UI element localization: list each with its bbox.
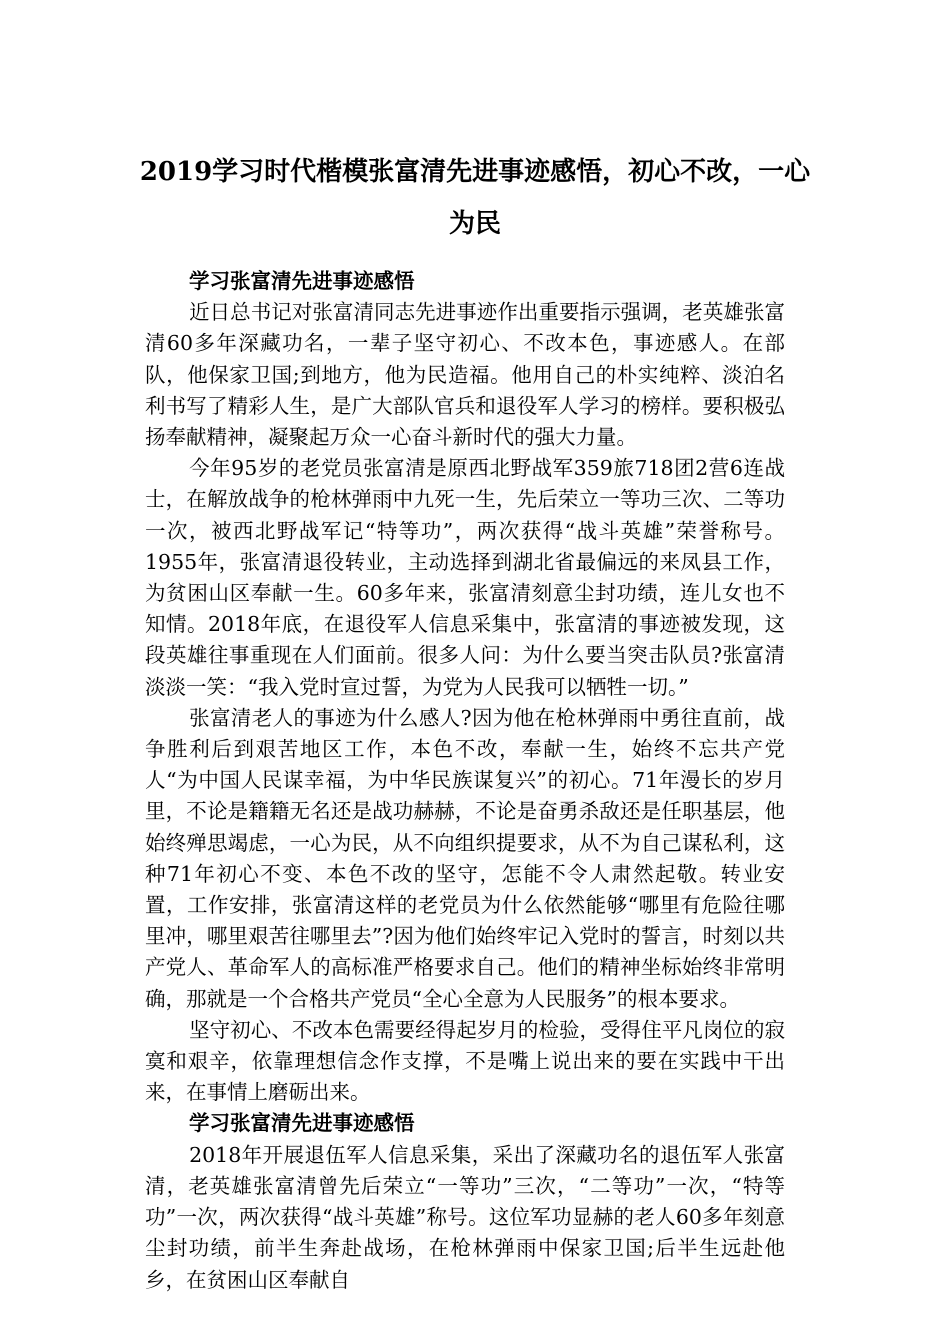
section-heading: 学习张富清先进事迹感悟 [189,269,415,293]
paragraph: 坚守初心、不改本色需要经得起岁月的检验，受得住平凡岗位的寂寞和艰辛，依靠理想信念作支撑，不是嘴上说出来的要在实践中干出来，在事情上磨砺出来。 [145,1017,785,1105]
paragraph: 今年95岁的老党员张富清是原西北野战军359旅718团2营6连战士，在解放战争的枪林弹雨中九死一生，先后荣立一等功三次、二等功一次，被西北野战军记“特等功”，两次获得“战斗英雄”荣誉称号。1955年，张富清退役转业，主动选择到湖北省最偏远的来凤县工作，为贫困山区奉献一生。60多年来，张富清刻意尘封功绩，连儿女也不知情。2018年底，在退役军人信息采集中，张富清的事迹被发现，这段英雄往事重现在人们面前。很多人问：为什么要当突击队员?张富清淡淡一笑：“我入党时宣过誓，为党为人民我可以牺牲一切。” [145,456,785,699]
section-heading: 学习张富清先进事迹感悟 [189,1111,415,1136]
document-body [145,266,785,1296]
paragraph: 张富清老人的事迹为什么感人?因为他在枪林弹雨中勇往直前，战争胜利后到艰苦地区工作，本色不改，奉献一生，始终不忘共产党人“为中国人民谋幸福，为中华民族谋复兴”的初心。71年漫长的岁月里，不论是籍籍无名还是战功赫赫，不论是奋勇杀敌还是任职基层，他始终殚思竭虑，一心为民，从不向组织提要求，从不为自己谋私利，这种71年初心不变、本色不改的坚守，怎能不令人肃然起敬。转业安置，工作安排，张富清这样的老党员为什么依然能够“哪里有危险往哪里冲，哪里艰苦往哪里去”?因为他们始终牢记入党时的誓言，时刻以共产党人、革命军人的高标准严格要求自己。他们的精神坐标始终非常明确，那就是一个合格共产党员“全心全意为人民服务”的根本要求。 [145,705,785,1011]
section-1 [145,266,785,1108]
document-title: 2019学习时代楷模张富清先进事迹感悟，初心不改，一心为民 [139,157,811,239]
paragraph: 2018年开展退伍军人信息采集，采出了深藏功名的退伍军人张富清，老英雄张富清曾先后荣立“一等功”三次，“二等功”一次，“特等功”一次，两次获得“战斗英雄”称号。这位军功显赫的老人60多年刻意尘封功绩，前半生奔赴战场，在枪林弹雨中保家卫国;后半生远赴他乡，在贫困山区奉献自 [145,1142,785,1292]
section-2 [145,1108,785,1295]
paragraph: 近日总书记对张富清同志先进事迹作出重要指示强调，老英雄张富清60多年深藏功名，一辈子坚守初心、不改本色，事迹感人。在部队，他保家卫国;到地方，他为民造福。他用自己的朴实纯粹、淡泊名利书写了精彩人生，是广大部队官兵和退役军人学习的榜样。要积极弘扬奉献精神，凝聚起万众一心奋斗新时代的强大力量。 [145,300,785,450]
